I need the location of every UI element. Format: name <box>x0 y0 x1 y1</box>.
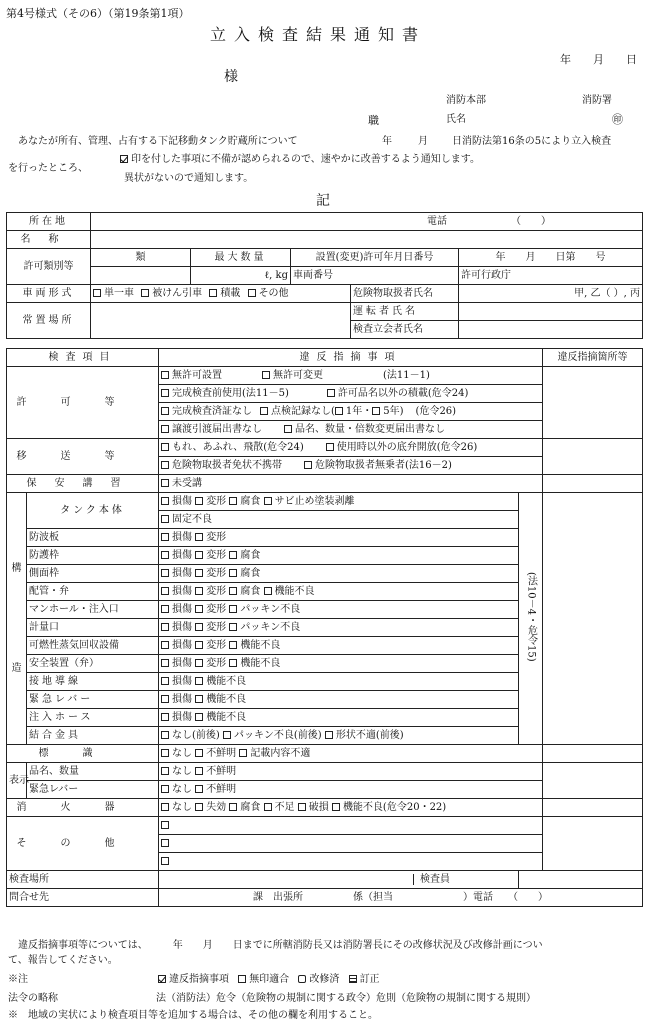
checkbox-icon[interactable] <box>161 515 169 523</box>
checkbox-icon[interactable] <box>195 713 203 721</box>
checkbox-icon[interactable] <box>327 389 335 397</box>
checkbox-icon[interactable] <box>298 803 306 811</box>
checkbox-icon[interactable] <box>161 857 169 865</box>
checkbox-icon[interactable] <box>161 587 169 595</box>
where-sign[interactable] <box>543 745 643 763</box>
checkbox-icon[interactable] <box>161 551 169 559</box>
checkbox-icon[interactable] <box>195 803 203 811</box>
name-value[interactable] <box>91 231 643 249</box>
checkbox-icon[interactable] <box>161 443 169 451</box>
checked-box-icon <box>158 975 166 983</box>
structure-row-13: なし(前後) パッキン不良(前後) 形状不適(前後) <box>159 727 519 745</box>
checkbox-icon[interactable] <box>260 407 268 415</box>
checkbox-icon[interactable] <box>229 569 237 577</box>
label-vehicle-type: 車両形式 <box>22 287 75 299</box>
label-inspector: 検査員 <box>413 874 456 885</box>
label-max-qty: 最大数量 <box>214 251 267 263</box>
where-display[interactable] <box>543 763 643 799</box>
checkbox-icon[interactable] <box>239 749 247 757</box>
intro-line2-a: を行ったところ、 <box>8 163 88 174</box>
label-sign: 標識 <box>38 747 127 759</box>
transfer-row-2: 危険物取扱者免状不携帯 危険物取扱者無乗者(法16－2) <box>159 457 543 475</box>
issuer-job: 職 <box>368 114 379 127</box>
witness-value[interactable] <box>459 321 643 339</box>
location-value[interactable] <box>91 213 643 231</box>
notice-line1: 違反指摘事項等については、 年 月 日までに所轄消防長又は消防署長にその改修状況及び改修計画につい <box>18 940 543 951</box>
label-display-lever: 緊急レバー <box>29 783 79 795</box>
structure-row-9: 損傷 変形 機能不良 <box>159 655 519 673</box>
checkbox-icon[interactable] <box>161 623 169 631</box>
checkbox-icon[interactable] <box>195 623 203 631</box>
label-safety-valve: 安全装置（弁） <box>29 657 99 669</box>
display-row-2: なし 不鮮明 <box>159 781 543 799</box>
permit-row-4: 譲渡引渡届出書なし 品名、数量・倍数変更届出書なし <box>159 421 543 439</box>
checkbox-icon[interactable] <box>195 785 203 793</box>
empty-box-icon <box>238 975 246 983</box>
inspect-place-value[interactable] <box>159 871 519 889</box>
checkbox-icon[interactable] <box>229 803 237 811</box>
label-permit-class: 許可類別等 <box>23 260 74 272</box>
checkbox-icon[interactable] <box>195 605 203 613</box>
label-tank-body: タンク本体 <box>60 504 125 516</box>
intro-option-2: 異状がないので通知します。 <box>124 173 254 184</box>
sign-row: なし 不鮮明 記載内容不適 <box>159 745 543 763</box>
checkbox-icon[interactable] <box>248 289 256 297</box>
checkbox-icon[interactable] <box>262 371 270 379</box>
label-manhole: マンホール・注入口 <box>29 603 119 615</box>
intro-line1-a: あなたが所有、管理、占有する下記移動タンク貯蔵所について <box>18 136 298 147</box>
checkbox-icon[interactable] <box>161 497 169 505</box>
label-location: 所在地 <box>29 215 68 227</box>
label-permit-no: 設置(変更)許可年月日番号 <box>315 251 434 263</box>
structure-law-note: (法10－4・危令15) <box>525 572 537 662</box>
label-vapor-recovery: 可燃性蒸気回収設備 <box>29 639 119 651</box>
checkbox-icon[interactable] <box>264 587 272 595</box>
checkbox-icon[interactable] <box>264 497 272 505</box>
checkbox-icon[interactable] <box>161 839 169 847</box>
label-authority: 許可行政庁 <box>461 269 511 281</box>
label-permit-group: 許可等 <box>16 396 149 408</box>
label-vehicle-no: 車両番号 <box>293 269 333 281</box>
checkbox-icon[interactable] <box>195 659 203 667</box>
inspection-table <box>6 348 643 907</box>
label-piping-valve: 配管・弁 <box>29 585 69 597</box>
label-emergency-lever: 緊急レバー <box>29 693 94 705</box>
checkbox-icon[interactable] <box>161 695 169 703</box>
checkbox-icon[interactable] <box>161 659 169 667</box>
ki-mark: 記 <box>316 193 330 209</box>
contact-value <box>159 889 643 907</box>
form-id: 第4号様式（その6）（第19条第1項） <box>6 7 190 20</box>
structure-row-7: 損傷 変形 パッキン不良 <box>159 619 519 637</box>
contact-body: 課 出張所 係（担当 ）電話 （ ） <box>253 891 548 903</box>
label-name: 名称 <box>20 233 77 245</box>
structure-row-6: 損傷 変形 パッキン不良 <box>159 601 519 619</box>
checkbox-icon[interactable] <box>229 659 237 667</box>
checkbox-icon[interactable] <box>195 587 203 595</box>
abbrev-body: 法（消防法）危令（危険物の規制に関する政令）危則（危険物の規制に関する規則） <box>156 993 536 1004</box>
footer-note: ※ 地域の実状により検査項目等を追加する場合は、その他の欄を利用すること。 <box>8 1010 378 1021</box>
vehicle-type-options: 単一車 被けん引車 積載 その他 <box>91 285 351 303</box>
revised-box-icon <box>298 975 306 983</box>
label-witness: 検査立会者氏名 <box>353 323 423 335</box>
seal-mark: ㊞ <box>612 113 623 126</box>
checkbox-icon[interactable] <box>161 641 169 649</box>
checkbox-icon[interactable] <box>161 533 169 541</box>
display-row-1: なし 不鮮明 <box>159 763 543 781</box>
structure-row-2: 損傷 変形 <box>159 529 519 547</box>
checkbox-icon[interactable] <box>195 767 203 775</box>
checkbox-icon[interactable] <box>195 533 203 541</box>
checkbox-icon[interactable] <box>229 497 237 505</box>
structure-row-5: 損傷 変形 腐食 機能不良 <box>159 583 519 601</box>
fire-row: なし 失効 腐食 不足 破損 機能不良(危令20・22) <box>159 799 543 817</box>
other-row-1 <box>159 817 543 835</box>
checkbox-icon[interactable] <box>229 551 237 559</box>
label-handler: 危険物取扱者氏名 <box>353 287 433 299</box>
col-head-item: 検査項目 <box>48 351 117 363</box>
checkbox-icon[interactable] <box>161 713 169 721</box>
label-station: 常置場所 <box>22 314 75 326</box>
structure-row-1: 損傷 変形 腐食 サビ止め塗装剥離 <box>159 493 519 511</box>
intro-line1-d: 日消防法第16条の5により立入検査 <box>452 136 612 147</box>
where-security[interactable] <box>543 475 643 493</box>
structure-row-8: 損傷 変形 機能不良 <box>159 637 519 655</box>
label-kind: 類 <box>135 251 146 263</box>
abbrev-label: 法令の略称 <box>8 993 58 1004</box>
structure-row-1b: 固定不良 <box>159 511 519 529</box>
permit-row-1: 無許可設置 無許可変更 (法11－1) <box>159 367 543 385</box>
label-product-qty: 品名、数量 <box>29 765 79 777</box>
label-inspect-place: 検査場所 <box>9 873 49 885</box>
checkbox-icon[interactable] <box>161 749 169 757</box>
permit-row-3: 完成検査済証なし 点検記録なし( 1年・ 5年) (危令26) <box>159 403 543 421</box>
checkbox-icon[interactable] <box>195 749 203 757</box>
inspector-value[interactable] <box>519 871 643 889</box>
label-structure-bottom: 造 <box>11 662 22 674</box>
legend-label: ※注 <box>8 974 28 985</box>
checkbox-icon[interactable] <box>229 641 237 649</box>
checkbox-icon[interactable] <box>195 677 203 685</box>
label-contact: 問合せ先 <box>9 891 49 903</box>
checkbox-icon[interactable] <box>161 569 169 577</box>
col-head-where: 違反指摘箇所等 <box>557 351 628 363</box>
checkbox-icon[interactable] <box>209 289 217 297</box>
col-head-violation: 違反指摘事項 <box>299 351 402 363</box>
structure-row-4: 損傷 変形 腐食 <box>159 565 519 583</box>
unit-label: ℓ, kg <box>264 269 288 281</box>
phone-paren: （ ） <box>511 215 551 227</box>
checkbox-icon[interactable] <box>161 677 169 685</box>
kind-value[interactable] <box>91 267 191 285</box>
structure-row-11: 損傷 機能不良 <box>159 691 519 709</box>
checkbox-icon[interactable] <box>161 731 169 739</box>
checkbox-icon[interactable] <box>229 587 237 595</box>
label-other: その他 <box>16 837 149 849</box>
checkbox-icon[interactable] <box>195 695 203 703</box>
label-side-frame: 側面枠 <box>29 567 59 579</box>
checkbox-icon[interactable] <box>161 785 169 793</box>
checkbox-icon[interactable] <box>195 569 203 577</box>
issuer-dept2: 消防署 <box>582 95 612 106</box>
structure-row-12: 損傷 機能不良 <box>159 709 519 727</box>
label-ground-wire: 接地導線 <box>29 675 81 687</box>
checkbox-icon[interactable] <box>141 289 149 297</box>
label-meter-port: 計量口 <box>29 621 59 633</box>
issuer-dept1: 消防本部 <box>446 95 486 106</box>
where-structure[interactable] <box>543 493 643 745</box>
info-table <box>6 212 643 339</box>
label-phone: 電話 <box>427 215 447 227</box>
label-structure-top: 構 <box>11 562 22 574</box>
structure-row-10: 損傷 機能不良 <box>159 673 519 691</box>
checkbox-icon[interactable] <box>326 443 334 451</box>
driver-value[interactable] <box>459 303 643 321</box>
label-display: 表示 <box>9 774 29 786</box>
checkbox-icon[interactable] <box>195 641 203 649</box>
structure-row-3: 損傷 変形 腐食 <box>159 547 519 565</box>
other-row-2 <box>159 835 543 853</box>
issuer-name: 氏名 <box>446 114 466 125</box>
legend-items: 違反指摘事項 無印適合 改修済 訂正 <box>158 975 380 985</box>
label-extinguisher: 消火器 <box>16 801 149 813</box>
label-wave-plate: 防波板 <box>29 531 59 543</box>
checkbox-icon[interactable] <box>161 803 169 811</box>
where-permit[interactable] <box>543 367 643 439</box>
checkbox-icon[interactable] <box>161 407 169 415</box>
label-security: 保安講習 <box>26 477 139 489</box>
checkbox-icon[interactable] <box>161 389 169 397</box>
checkbox-icon[interactable] <box>223 731 231 739</box>
transfer-row-1: もれ、あふれ、飛散(危令24) 使用時以外の底弁開放(危令26) <box>159 439 543 457</box>
security-row: 未受講 <box>159 475 543 493</box>
checkbox-icon[interactable] <box>161 371 169 379</box>
station-value[interactable] <box>91 303 351 339</box>
correction-box-icon <box>349 975 357 983</box>
checkbox-icon[interactable] <box>335 407 343 415</box>
label-guard-frame: 防護枠 <box>29 549 59 561</box>
checkbox-icon[interactable] <box>161 479 169 487</box>
label-coupling: 結合金具 <box>29 729 81 741</box>
permit-row-2: 完成検査前使用(法11－5) 許可品名以外の積載(危令24) <box>159 385 543 403</box>
checkbox-icon[interactable] <box>195 497 203 505</box>
checkbox-icon[interactable] <box>195 551 203 559</box>
label-injection-hose: 注入ホース <box>29 711 94 723</box>
label-transfer-group: 移送等 <box>16 450 149 462</box>
handler-types: 甲, 乙（ ）, 丙 <box>574 287 640 299</box>
other-row-3 <box>159 853 543 871</box>
checkbox-icon[interactable] <box>161 767 169 775</box>
checkbox-icon[interactable] <box>325 731 333 739</box>
checkbox-icon[interactable] <box>161 605 169 613</box>
where-extinguisher[interactable] <box>543 799 643 817</box>
page-title: 立入検査結果通知書 <box>210 25 427 44</box>
date-fields: 年 月 日 <box>560 53 637 66</box>
checkbox-icon[interactable] <box>264 803 272 811</box>
checkbox-icon[interactable] <box>161 461 169 469</box>
label-driver: 運転者氏名 <box>353 305 418 317</box>
checkbox-icon[interactable] <box>161 425 169 433</box>
checkbox-icon[interactable] <box>284 425 292 433</box>
checkbox-icon[interactable] <box>93 289 101 297</box>
checkbox-icon[interactable] <box>161 821 169 829</box>
date-no: 年 月 日第 号 <box>495 251 606 263</box>
intro-option-1: 印を付した事項に不備が認められるので、速やかに改善するよう通知します。 <box>120 155 480 165</box>
where-other[interactable] <box>543 817 643 871</box>
notice-line2: て、報告してください。 <box>8 955 118 966</box>
intro-line1-c: 月 <box>418 136 428 147</box>
checkbox-icon[interactable] <box>332 803 340 811</box>
addressee-suffix: 様 <box>224 69 238 85</box>
checked-box-icon <box>120 155 128 163</box>
checkbox-icon[interactable] <box>229 605 237 613</box>
checkbox-icon[interactable] <box>372 407 380 415</box>
intro-line1-b: 年 <box>382 136 392 147</box>
checkbox-icon[interactable] <box>304 461 312 469</box>
checkbox-icon[interactable] <box>229 623 237 631</box>
where-transfer[interactable] <box>543 439 643 475</box>
